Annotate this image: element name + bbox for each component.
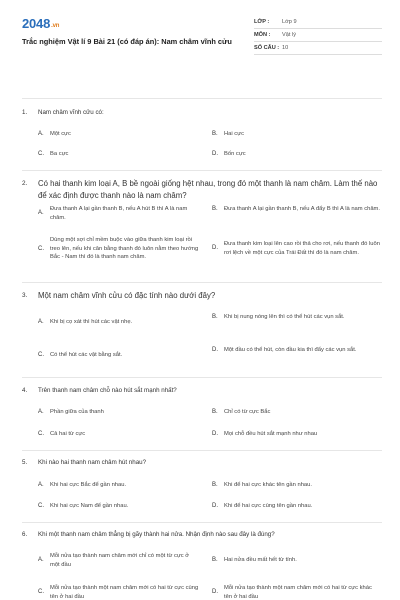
option-text: Khi để hai cực khác tên gần nhau. bbox=[224, 482, 312, 488]
option-text: Mỗi nửa tạo thành nam châm mới chỉ có một từ cực ở một đầu bbox=[50, 553, 190, 568]
divider bbox=[22, 98, 382, 99]
option-letter: B. bbox=[212, 314, 218, 320]
page-header bbox=[22, 16, 382, 74]
option-letter: A. bbox=[38, 482, 44, 488]
question-number: 2. bbox=[22, 180, 28, 187]
option-6d[interactable] bbox=[212, 584, 374, 600]
option-letter: B. bbox=[212, 557, 218, 563]
option-text: Dùng một sợi chỉ mềm buộc vào giữa thanh kim loại rồi treo lên, nếu khi cân bằng thanh đó luôn nằm theo hướng Bắc - Nam thì đó là thanh nam châm. bbox=[50, 237, 199, 261]
meta-class-row bbox=[254, 16, 382, 29]
option-letter: A. bbox=[38, 210, 44, 217]
option-text: Đưa thanh kim loại lên cao rồi thả cho rơi, nếu thanh đó luôn rơi lệch về một cực của Trái Đất thì đó là nam châm. bbox=[224, 241, 380, 256]
option-letter: B. bbox=[212, 131, 218, 137]
option-5b[interactable] bbox=[212, 481, 374, 490]
option-text: Bốn cực bbox=[224, 151, 246, 157]
option-letter: B. bbox=[212, 409, 218, 415]
option-text: Một đầu có thể hút, còn đầu kia thì đẩy các vụn sắt. bbox=[224, 347, 357, 353]
option-text: Chỉ có từ cực Bắc bbox=[224, 409, 271, 415]
question-3 bbox=[22, 290, 382, 302]
meta-subject-label: MÔN : bbox=[254, 32, 271, 38]
option-text: Hai nửa đều mất hết từ tính. bbox=[224, 557, 297, 563]
question-number: 1. bbox=[22, 109, 28, 116]
divider bbox=[22, 377, 382, 378]
option-text: Một cực bbox=[50, 131, 71, 137]
divider bbox=[22, 282, 382, 283]
question-2 bbox=[22, 178, 382, 202]
option-4a[interactable] bbox=[38, 408, 200, 417]
meta-subject-value: Vật lý bbox=[282, 32, 296, 38]
question-1 bbox=[22, 108, 382, 117]
option-letter: D. bbox=[212, 503, 218, 509]
question-text: Trên thanh nam châm chỗ nào hút sắt mạnh nhất? bbox=[38, 387, 177, 394]
quiz-meta bbox=[254, 16, 382, 55]
option-letter: D. bbox=[212, 245, 218, 252]
meta-class-label: LỚP : bbox=[254, 19, 270, 25]
option-text: Khi bị nung nóng lên thì có thể hút các vụn sắt. bbox=[224, 314, 345, 320]
meta-class-value: Lớp 9 bbox=[282, 19, 297, 25]
option-1a[interactable] bbox=[38, 130, 200, 139]
question-number: 4. bbox=[22, 387, 28, 394]
option-4d[interactable] bbox=[212, 430, 382, 439]
option-3b[interactable] bbox=[212, 313, 382, 322]
question-text: Có hai thanh kim loại A, B bề ngoài giống hệt nhau, trong đó một thanh là nam châm. Làm thế nào để xác định được thanh nào là nam châm? bbox=[38, 179, 378, 200]
option-letter: C. bbox=[38, 503, 44, 509]
option-text: Đưa thanh A lại gần thanh B, nếu A hút B thì A là nam châm. bbox=[50, 206, 188, 221]
option-letter: A. bbox=[38, 557, 44, 564]
option-2d[interactable] bbox=[212, 240, 382, 257]
option-6a[interactable] bbox=[38, 552, 195, 569]
option-letter: A. bbox=[38, 409, 44, 415]
option-letter: D. bbox=[212, 589, 218, 596]
meta-count-row bbox=[254, 42, 382, 55]
meta-count-label: SỐ CÂU : bbox=[254, 45, 280, 51]
option-letter: C. bbox=[38, 151, 44, 157]
logo-text: 2048 bbox=[22, 16, 51, 31]
option-letter: A. bbox=[38, 131, 44, 137]
option-letter: B. bbox=[212, 206, 218, 212]
divider bbox=[22, 522, 382, 523]
option-2a[interactable] bbox=[38, 205, 200, 222]
option-1c[interactable] bbox=[38, 150, 200, 159]
option-3a[interactable] bbox=[38, 318, 200, 327]
question-number: 3. bbox=[22, 292, 28, 299]
option-text: Khi hai cực Bắc để gần nhau. bbox=[50, 482, 127, 488]
option-3c[interactable] bbox=[38, 351, 200, 360]
option-2b[interactable] bbox=[212, 205, 382, 214]
option-text: Mỗi nửa tạo thành một nam châm mới có hai từ cực khác tên ở hai đầu bbox=[224, 585, 372, 600]
option-1b[interactable] bbox=[212, 130, 374, 139]
option-text: Đưa thanh A lại gần thanh B, nếu A đẩy B thì A là nam châm. bbox=[224, 206, 380, 212]
option-letter: A. bbox=[38, 319, 44, 325]
option-4c[interactable] bbox=[38, 430, 200, 439]
option-letter: C. bbox=[38, 245, 44, 252]
option-5c[interactable] bbox=[38, 502, 200, 511]
option-letter: C. bbox=[38, 431, 44, 437]
option-2c[interactable] bbox=[38, 236, 200, 262]
question-number: 6. bbox=[22, 531, 28, 538]
question-6 bbox=[22, 530, 382, 539]
option-text: Khi để hai cực cùng tên gần nhau. bbox=[224, 503, 313, 509]
divider bbox=[22, 170, 382, 171]
option-letter: D. bbox=[212, 151, 218, 157]
question-text: Khi một thanh nam châm thẳng bị gãy thành hai nửa. Nhận định nào sau đây là đúng? bbox=[38, 531, 275, 538]
option-letter: B. bbox=[212, 482, 218, 488]
option-text: Khi hai cực Nam để gần nhau. bbox=[50, 503, 129, 509]
option-text: Ba cực bbox=[50, 151, 69, 157]
option-text: Khi bị cọ xát thì hút các vật nhẹ. bbox=[50, 319, 133, 325]
option-text: Cả hai từ cực bbox=[50, 431, 86, 437]
option-text: Mỗi nửa tạo thành một nam châm mới có hai từ cực cùng tên ở hai đầu bbox=[50, 585, 199, 600]
logo-suffix: .vn bbox=[51, 23, 60, 29]
option-4b[interactable] bbox=[212, 408, 374, 417]
question-text: Nam châm vĩnh cửu có: bbox=[38, 109, 104, 116]
question-5 bbox=[22, 458, 382, 467]
question-4 bbox=[22, 386, 382, 395]
meta-subject-row bbox=[254, 29, 382, 42]
option-5d[interactable] bbox=[212, 502, 374, 511]
option-letter: D. bbox=[212, 347, 218, 353]
question-number: 5. bbox=[22, 459, 28, 466]
option-6b[interactable] bbox=[212, 556, 374, 565]
option-text: Có thể hút các vật bằng sắt. bbox=[50, 352, 123, 358]
option-letter: D. bbox=[212, 431, 218, 437]
question-text: Một nam châm vĩnh cửu có đặc tính nào dưới đây? bbox=[38, 291, 216, 300]
option-3d[interactable] bbox=[212, 346, 364, 355]
page-title: Trắc nghiệm Vật lí 9 Bài 21 (có đáp án): Nam châm vĩnh cửu bbox=[22, 37, 232, 46]
option-letter: C. bbox=[38, 589, 44, 596]
option-1d[interactable] bbox=[212, 150, 374, 159]
option-5a[interactable] bbox=[38, 481, 200, 490]
option-6c[interactable] bbox=[38, 584, 200, 600]
divider bbox=[22, 450, 382, 451]
option-text: Phần giữa của thanh bbox=[50, 409, 104, 415]
question-text: Khi nào hai thanh nam châm hút nhau? bbox=[38, 459, 147, 466]
option-letter: C. bbox=[38, 352, 44, 358]
meta-count-value: 10 bbox=[282, 45, 289, 51]
option-text: Hai cực bbox=[224, 131, 244, 137]
option-text: Mọi chỗ đều hút sắt mạnh như nhau bbox=[224, 431, 318, 437]
